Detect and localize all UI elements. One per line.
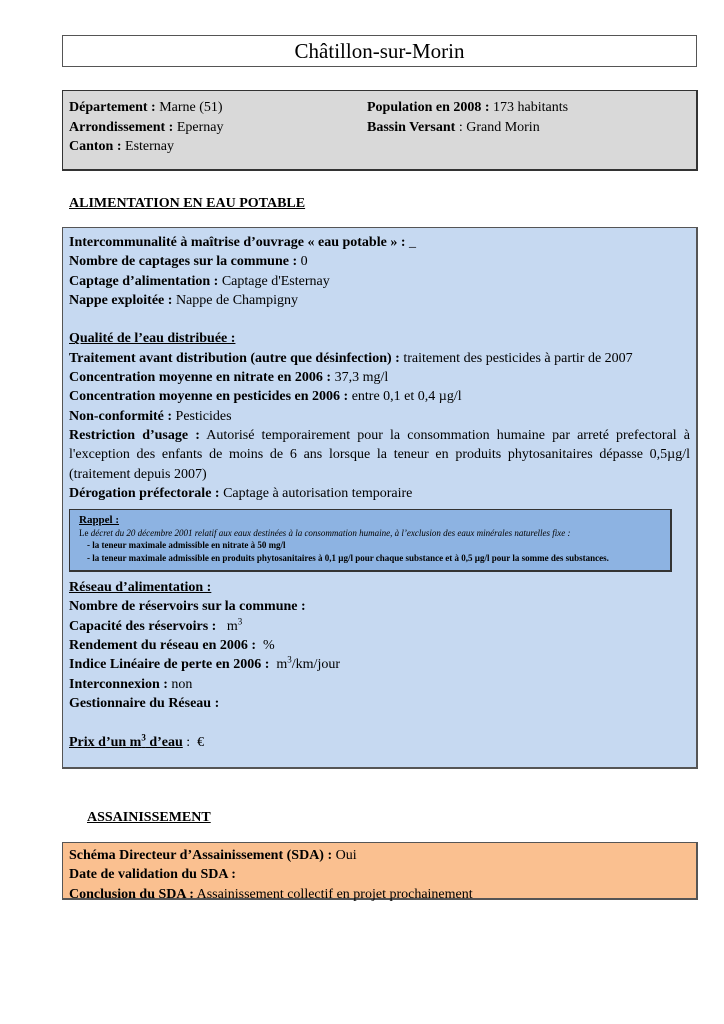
- rappel-intro: Le décret du 20 décembre 2001 relatif aux eaux destinées à la consommation humaine, à l’exclusion des eaux minérales naturelles fixe :: [79, 527, 571, 538]
- page-title: Châtillon-sur-Morin: [62, 35, 697, 67]
- quality-line-restriction: Restriction d’usage : Autorisé temporairement pour la consommation humaine par arreté prefectoral à l'exception des enfants de moins de 6 ans lorsque la teneur en produits phytosanitaires dépasse 0,5µg/l (traitement depuis 2007): [69, 427, 690, 482]
- info-bassin-versant: Bassin Versant : Grand Morin: [367, 119, 540, 135]
- reseau-heading: Réseau d’alimentation :: [69, 580, 212, 596]
- info-population: Population en 2008 : 173 habitants: [367, 100, 569, 115]
- rappel-title: Rappel :: [79, 514, 120, 527]
- info-arrondissement: Arrondissement : Epernay: [69, 119, 224, 135]
- quality-line: Concentration moyenne en nitrate en 2006 : 37,3 mg/l: [69, 370, 389, 386]
- assainissement-heading: ASSAINISSEMENT: [87, 810, 211, 825]
- rappel-item: - la teneur maximale admissible en produits phytosanitaires à 0,1 µg/l pour chaque substance et à 0,5 µg/l pour la somme des substances.: [87, 552, 609, 563]
- aep-line: Nappe exploitée : Nappe de Champigny: [69, 292, 299, 308]
- reseau-line: Indice Linéaire de perte en 2006 : $m^3/km$/jour: [69, 654, 341, 673]
- quality-heading: Qualité de l’eau distribuée :: [69, 331, 236, 347]
- reseau-line: Interconnexion : non: [69, 676, 193, 692]
- aep-line: Nombre de captages sur la commune : 0: [69, 254, 308, 270]
- quality-line: Dérogation préfectorale : Captage à autorisation temporaire: [69, 485, 413, 501]
- assainissement-line: Schéma Directeur d’Assainissement (SDA) : Oui: [69, 848, 357, 863]
- aep-heading: ALIMENTATION EN EAU POTABLE: [69, 196, 306, 211]
- aep-line: Captage d’alimentation : Captage d'Esternay: [69, 273, 330, 289]
- info-canton: Canton : Esternay: [69, 139, 174, 154]
- quality-line: Non-conformité : Pesticides: [69, 408, 232, 424]
- quality-line: Traitement avant distribution (autre que désinfection) : traitement des pesticides à partir de 2007: [69, 350, 633, 366]
- assainissement-line: Conclusion du SDA : Assainissement collectif en projet prochainement: [69, 886, 473, 902]
- assainissement-box: [62, 842, 698, 900]
- quality-line: Concentration moyenne en pesticides en 2006 : entre 0,1 et 0,4 µg/l: [69, 389, 462, 405]
- reseau-line: Gestionnaire du Réseau :: [69, 695, 220, 711]
- info-right-column: [367, 98, 568, 137]
- aep-box: [62, 227, 698, 769]
- assainissement-line: Date de validation du SDA :: [69, 867, 236, 883]
- commune-info-box: [62, 90, 698, 171]
- rappel-box: [69, 509, 672, 572]
- rappel-item: - la teneur maximale admissible en nitrate à 50 mg/l: [87, 540, 286, 551]
- aep-line: Intercommunalité à maîtrise d’ouvrage « eau potable » : _: [69, 235, 416, 250]
- reseau-line: Capacité des réservoirs : $m^3$: [69, 616, 243, 634]
- info-departement: Département : Marne (51): [69, 100, 223, 115]
- reseau-line: Rendement du réseau en 2006 : %: [69, 638, 275, 654]
- prix-line: Prix d’un $m^3$ d’eau : €: [69, 731, 205, 750]
- info-left-column: [69, 98, 224, 157]
- reseau-line: Nombre de réservoirs sur la commune :: [69, 599, 306, 615]
